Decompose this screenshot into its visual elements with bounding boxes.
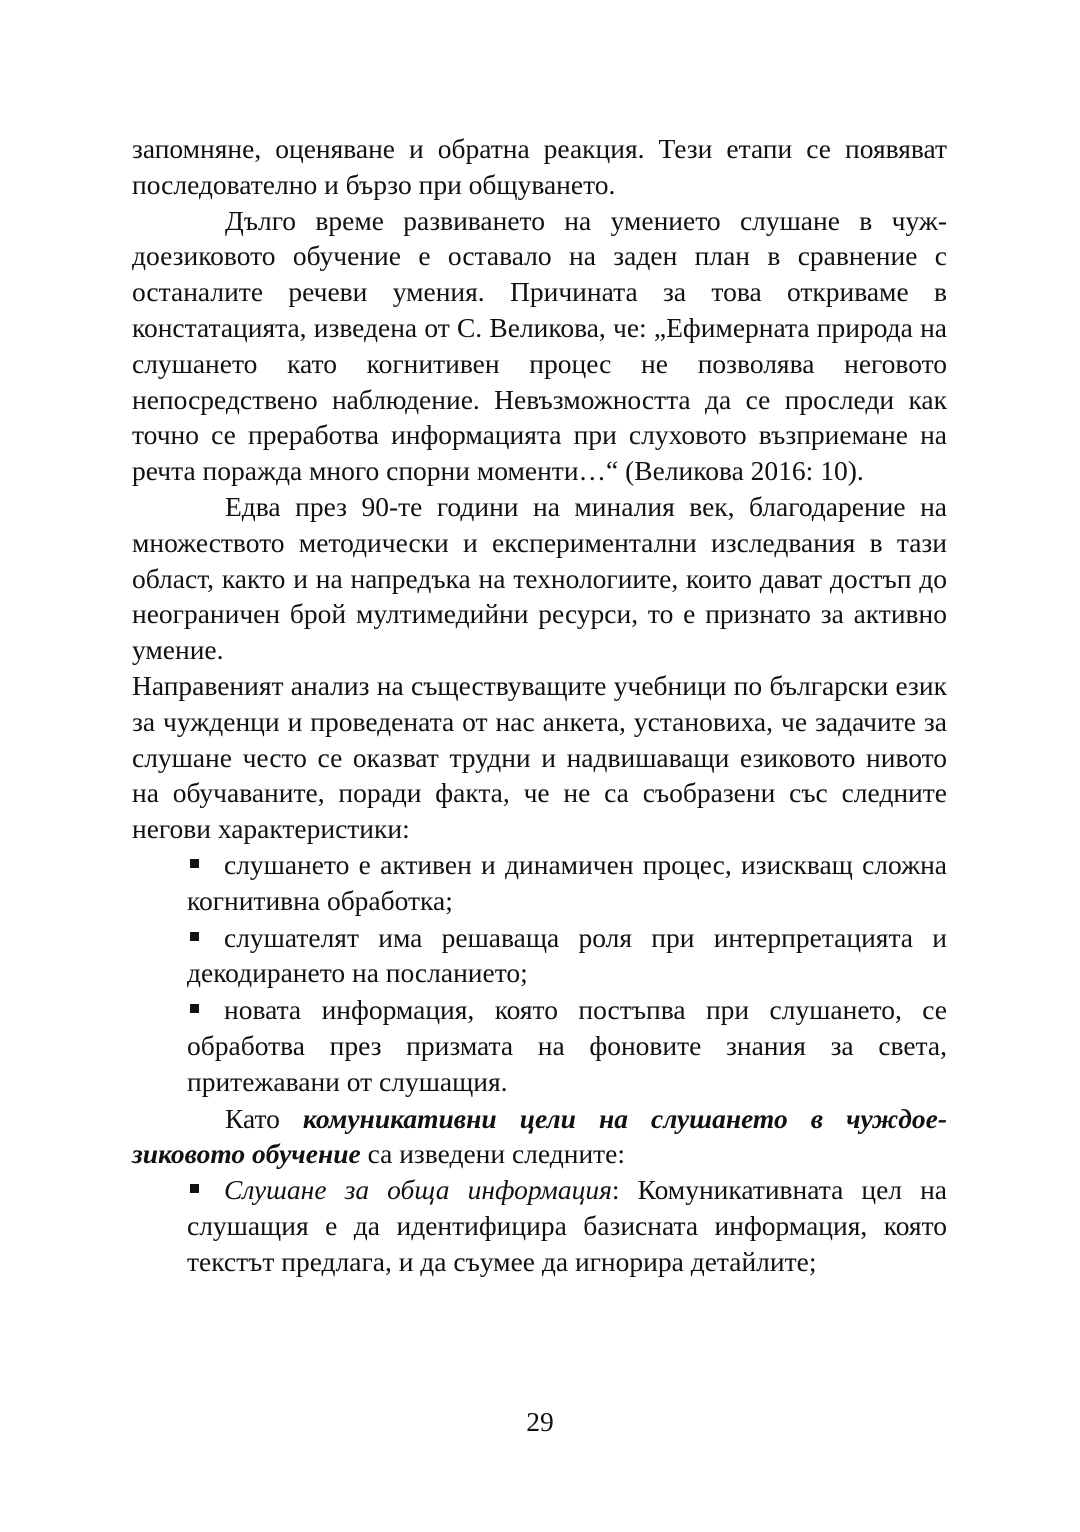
list-item	[132, 992, 947, 1099]
list-item-text: слушането е активен и динамичен процес, изискващ сложна когнитивна обработка;	[187, 848, 947, 916]
goal-description: : Комуникативната цел на слушащия е да идентифицира базисната информация, която текстът предлага, и да съумее да игнорира детайлите;	[187, 1174, 947, 1277]
list-item-text: новата информация, която постъпва при слушането, се обработва през призмата на фоновите знания за света, притежавани от слушащия.	[187, 994, 947, 1097]
goals-tail-text: са изведени следните:	[360, 1138, 626, 1170]
list-item-text	[187, 1172, 947, 1279]
paragraph-communicative-goals	[132, 1101, 947, 1173]
square-bullet-icon	[190, 1004, 199, 1013]
paragraph-listening-background: Дълго време развиването на умението слушане в чуждоезиковото обучение е оставало на заден план в сравнение с останалите речеви умения. Причината за това откриваме в констатацията, изведена от С. Великова, че: „Ефимерната природа на слушането като когнитивен процес не позволява неговото непосредствено наблюдение. Невъзможността да се проследи как точно се преработва информацията при слуховото възприемане на речта поражда много спорни моменти…“ (Великова 2016: 10).	[132, 204, 947, 487]
square-bullet-icon	[190, 1184, 199, 1193]
list-item	[132, 1172, 947, 1279]
page-number: 29	[526, 1406, 554, 1437]
list-item	[132, 920, 947, 992]
paragraph-textbook-analysis: Направеният анализ на съществуващите учебници по български език за чужденци и проведената от нас анкета, установиха, че задачите за слушане често се оказват трудни и надвишаващи езиковото нивото на обучаваните, поради факта, че не са съобразени със следните негови характеристики:	[132, 669, 947, 845]
characteristics-list	[132, 847, 947, 1100]
goals-list	[132, 1172, 947, 1279]
list-item	[132, 847, 947, 919]
body-text	[132, 131, 947, 1281]
goals-lead-text: Като	[225, 1102, 303, 1134]
paragraph-continuation: запомняне, оценяване и обратна реакция. Тези етапи се появяват последователно и бързо при общуването.	[132, 133, 947, 200]
goal-term: Слушане за обща информация	[224, 1174, 612, 1206]
list-item-text: слушателят има решаваща роля при интерпретацията и декодирането на посланието;	[187, 921, 947, 989]
paragraph-nineties: Едва през 90-те години на миналия век, благодарение на множеството методически и експериментални изследвания в тази област, както и на напредъка на технологиите, които дават достъп до неограничен брой мултимедийни ресурси, то е признато за активно умение.	[132, 490, 947, 666]
square-bullet-icon	[190, 859, 199, 868]
goals-emphasis-text: комуникативни цели на слушането в чуждоезиковото обучение	[132, 1102, 947, 1170]
square-bullet-icon	[190, 932, 199, 941]
